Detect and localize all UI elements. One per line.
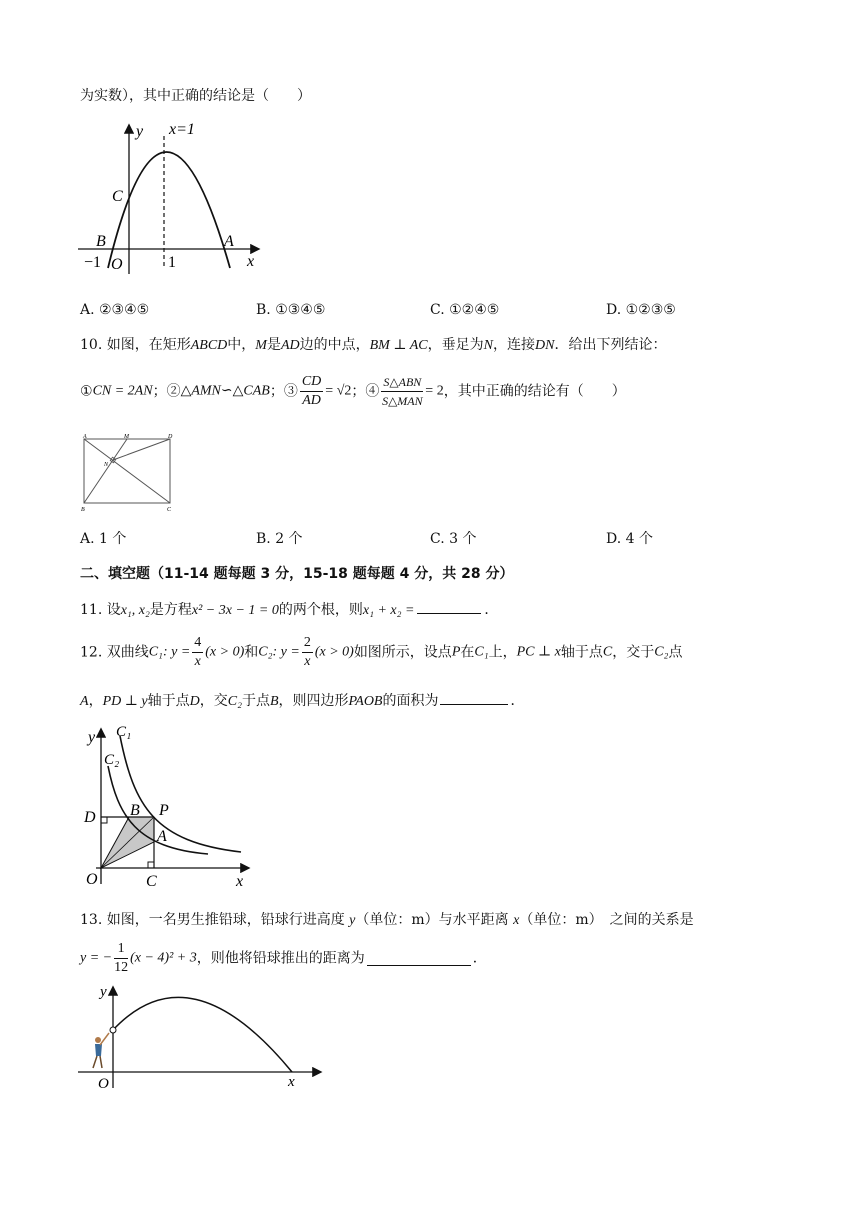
q12-text: 如图所示，设点 bbox=[353, 644, 452, 661]
q12-text: 于点 bbox=[241, 693, 270, 709]
q10-text: ；④ bbox=[351, 383, 380, 400]
q12-math: C₂ bbox=[227, 694, 242, 709]
q13-text: ） 之间的关系是 bbox=[588, 912, 694, 928]
q13-shot-put-graph bbox=[76, 982, 326, 1090]
q13-math: y = − bbox=[80, 950, 113, 966]
q9-option-c: C. ①②④⑤ bbox=[430, 302, 500, 318]
q12-text: 轴于点 bbox=[147, 693, 190, 709]
q10-rectangle-figure bbox=[78, 430, 178, 514]
q9-label-y: y bbox=[136, 123, 144, 140]
q13-number: 13. bbox=[80, 912, 103, 928]
q11-text: 的两个根，则 bbox=[278, 602, 363, 618]
q12-math: : y = bbox=[162, 644, 191, 660]
q12-math: C bbox=[602, 644, 613, 660]
q12-fraction-2x bbox=[302, 634, 313, 671]
q13-text: m bbox=[411, 912, 425, 928]
q10-text: ，其中正确的结论有（ ） bbox=[443, 383, 626, 400]
q12-math: x bbox=[304, 654, 311, 669]
q10-math: AD bbox=[280, 338, 300, 353]
q9-label-minus1: −1 bbox=[84, 254, 102, 271]
q12-math: C₁ bbox=[148, 644, 163, 660]
q11-text: 设 bbox=[106, 602, 121, 618]
q12-line-1 bbox=[80, 634, 682, 680]
q10-fraction-cd-ad bbox=[300, 373, 323, 410]
q10-text: ；② bbox=[152, 383, 181, 400]
q10-math: AD bbox=[302, 393, 321, 408]
q12-math: PD ⊥ y bbox=[102, 694, 148, 709]
q13-math: x bbox=[513, 913, 520, 928]
q12-text: 在 bbox=[460, 644, 475, 661]
q12-math: (x > 0) bbox=[205, 644, 245, 660]
q12-text: 的面积为 bbox=[382, 693, 439, 709]
q10-math: = 2 bbox=[425, 383, 444, 399]
q13-line-2 bbox=[80, 940, 487, 984]
q10-text: 边的中点， bbox=[299, 337, 370, 353]
q12-label: x bbox=[236, 873, 244, 890]
q12-math: : y = bbox=[272, 644, 300, 660]
q12-number: 12. bbox=[80, 644, 103, 661]
q10-fig-label: M bbox=[124, 434, 129, 440]
q10-line-1 bbox=[80, 335, 666, 356]
q10-math: △AMN∽△CAB bbox=[180, 383, 270, 399]
q13-math: y bbox=[349, 913, 356, 928]
q10-fig-label: C bbox=[167, 507, 172, 513]
q13-text: （单位： bbox=[519, 912, 576, 928]
q10-math: M bbox=[255, 338, 267, 353]
q9-label-A: A bbox=[224, 233, 234, 250]
q13-athlete-figure bbox=[93, 1033, 109, 1068]
q10-number: 10. bbox=[80, 337, 103, 353]
q12-text: ，交 bbox=[199, 693, 228, 709]
q10-text: 是 bbox=[266, 337, 281, 353]
q11-math: x₁, x₂ bbox=[120, 603, 150, 618]
q12-text: 点 bbox=[668, 644, 683, 661]
q10-text: ；③ bbox=[269, 383, 298, 400]
q12-math: PC ⊥ x bbox=[516, 644, 561, 660]
q13-text: ）与水平距离 bbox=[424, 912, 509, 928]
q13-text: 如图，一名男生推铅球，铅球行进高度 bbox=[106, 912, 345, 928]
q13-label: x bbox=[288, 1074, 295, 1090]
q9-option-a: A. ②③④⑤ bbox=[80, 302, 150, 318]
q12-math: A bbox=[80, 694, 89, 709]
q12-label: D bbox=[84, 809, 96, 826]
q12-fraction-4x bbox=[192, 634, 203, 671]
q11-text: ． bbox=[484, 602, 499, 618]
q12-text: 上， bbox=[488, 644, 517, 661]
q12-label: C₁ bbox=[116, 724, 132, 740]
q10-option-b: B. 2 个 bbox=[256, 531, 303, 547]
q12-text: ， bbox=[88, 693, 103, 709]
q10-option-c: C. 3 个 bbox=[430, 531, 477, 547]
q10-math: ABCD bbox=[190, 338, 228, 353]
q9-parabola bbox=[108, 152, 230, 268]
q10-text: ① bbox=[80, 383, 93, 400]
q12-math: 2 bbox=[302, 634, 313, 653]
q13-label: y bbox=[100, 984, 107, 1000]
q13-math: (x − 4)² + 3 bbox=[130, 950, 197, 966]
q12-answer-blank[interactable] bbox=[440, 690, 508, 705]
q11-answer-blank[interactable] bbox=[417, 599, 481, 614]
q12-math: D bbox=[189, 694, 200, 709]
q12-math: C₁ bbox=[474, 644, 489, 660]
q9-parabola-graph bbox=[74, 116, 264, 276]
q12-math: C₂ bbox=[258, 644, 273, 660]
q10-fraction-area bbox=[381, 373, 423, 410]
q13-text: （单位： bbox=[355, 912, 412, 928]
q12-hyperbola-graph bbox=[76, 724, 256, 894]
q12-math: 4 bbox=[192, 634, 203, 653]
q10-math: CD bbox=[300, 373, 323, 392]
q10-option-d: D. 4 个 bbox=[606, 531, 653, 547]
q12-text: ，交于 bbox=[612, 644, 655, 661]
q10-conclusions bbox=[80, 373, 626, 421]
q10-math: S△ABN bbox=[381, 373, 423, 392]
q12-label: C₂ bbox=[104, 752, 120, 768]
q12-math: x bbox=[194, 654, 201, 669]
q12-label: O bbox=[86, 871, 98, 888]
q9-option-d: D. ①②③⑤ bbox=[606, 302, 676, 318]
q11-math: x₁ + x₂ = bbox=[362, 603, 415, 618]
q13-shot-ball bbox=[110, 1027, 116, 1033]
q11-text: 是方程 bbox=[149, 602, 192, 618]
q13-label: O bbox=[98, 1076, 109, 1090]
q12-math: (x > 0) bbox=[314, 644, 354, 660]
q10-option-a: A. 1 个 bbox=[80, 531, 127, 547]
q12-label: P bbox=[159, 802, 169, 819]
q10-text: 如图，在矩形 bbox=[106, 337, 191, 353]
q10-fig-label: A bbox=[83, 434, 87, 440]
q11-number: 11. bbox=[80, 602, 103, 618]
q10-text: ，连接 bbox=[493, 337, 535, 353]
q13-answer-blank[interactable] bbox=[367, 951, 471, 966]
q13-text: ，则他将铅球推出的距离为 bbox=[196, 950, 365, 967]
q13-fraction bbox=[114, 940, 128, 977]
q9-label-1: 1 bbox=[168, 254, 176, 271]
q12-text: ，则四边形 bbox=[278, 693, 349, 709]
q13-text: ． bbox=[472, 950, 487, 967]
q10-math: = √2 bbox=[325, 383, 352, 399]
q10-fig-label: B bbox=[81, 507, 85, 513]
q9-question-tail: 为实数），其中正确的结论是（ ） bbox=[80, 88, 311, 104]
q9-label-O: O bbox=[111, 256, 123, 273]
q9-label-C: C bbox=[112, 188, 123, 205]
q10-fig-label: D bbox=[168, 434, 173, 440]
q12-text: 和 bbox=[244, 644, 259, 661]
q9-label-x: x bbox=[247, 253, 255, 270]
q12-math: B bbox=[269, 694, 279, 709]
q11-line bbox=[80, 599, 498, 621]
q13-text: m bbox=[575, 912, 589, 928]
q10-math: S△MAN bbox=[382, 394, 423, 408]
q10-fig-label: N bbox=[104, 462, 109, 468]
q12-line-2 bbox=[80, 690, 524, 712]
q12-text: 双曲线 bbox=[106, 644, 149, 661]
q12-math: C₂ bbox=[654, 644, 669, 660]
q10-math: BM ⊥ AC bbox=[369, 338, 428, 353]
q9-label-x1: x=1 bbox=[169, 121, 195, 138]
q10-text: ．给出下列结论： bbox=[554, 337, 667, 353]
q10-text: 中， bbox=[227, 337, 256, 353]
q10-text: ，垂足为 bbox=[427, 337, 484, 353]
q12-math: PAOB bbox=[348, 694, 383, 709]
q12-text: 轴于点 bbox=[560, 644, 603, 661]
q13-math: 12 bbox=[114, 960, 129, 975]
q10-math: N bbox=[483, 338, 493, 353]
q13-trajectory bbox=[113, 997, 292, 1072]
q10-math: DN bbox=[535, 338, 555, 353]
q12-label: A bbox=[157, 828, 167, 845]
q11-math: x² − 3x − 1 = 0 bbox=[191, 603, 279, 618]
q12-text: ． bbox=[510, 693, 525, 709]
q12-label: B bbox=[130, 802, 140, 819]
q9-label-B: B bbox=[96, 233, 106, 250]
q12-label: C bbox=[146, 873, 157, 890]
section-heading-fill-in: 二、填空题（11-14 题每题 3 分，15-18 题每题 4 分，共 28 分） bbox=[80, 566, 514, 582]
q12-math: P bbox=[451, 644, 461, 660]
q12-label: y bbox=[88, 729, 96, 746]
q13-math: 1 bbox=[114, 940, 128, 959]
q13-line-1 bbox=[80, 910, 694, 931]
q9-option-b: B. ①③④⑤ bbox=[256, 302, 326, 318]
q10-math: CN = 2AN bbox=[92, 383, 153, 399]
